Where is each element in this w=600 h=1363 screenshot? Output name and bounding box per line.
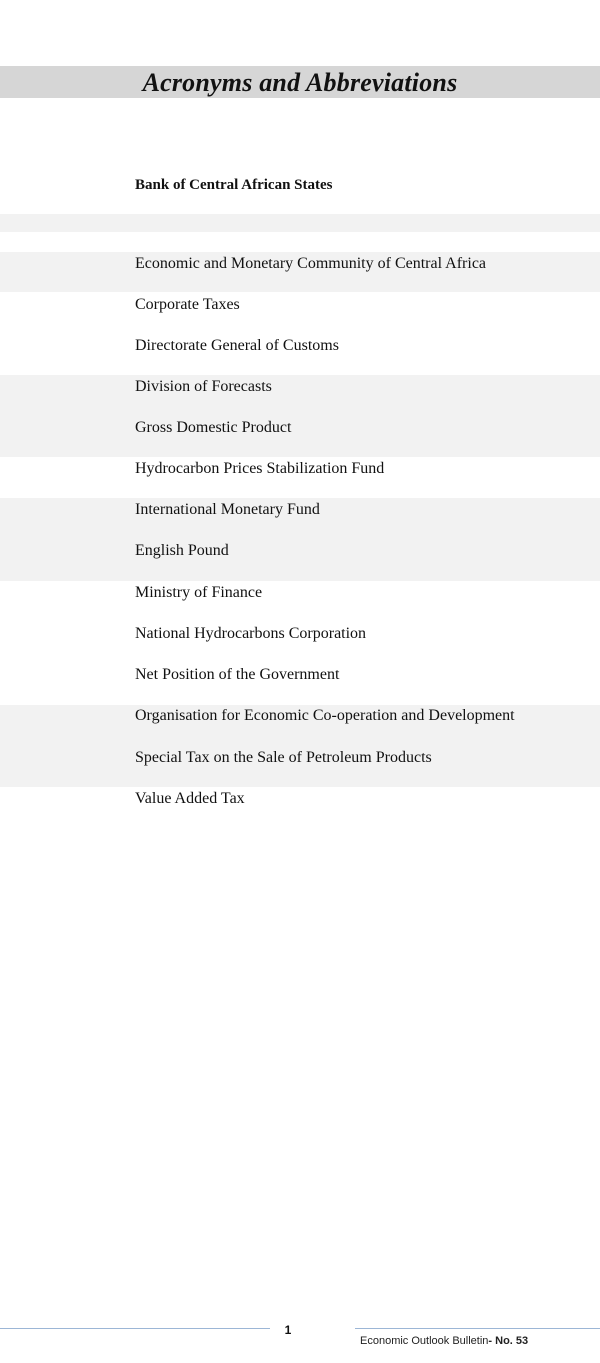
shaded-band	[0, 214, 600, 232]
list-item: Bank of Central African States	[135, 177, 333, 193]
list-item: Economic and Monetary Community of Central Africa	[135, 255, 487, 272]
page-number: 1	[284, 1323, 292, 1337]
list-item: Hydrocarbon Prices Stabilization Fund	[135, 460, 385, 477]
list-item: International Monetary Fund	[135, 501, 320, 518]
list-item: Special Tax on the Sale of Petroleum Products	[135, 749, 432, 766]
footer-rule	[0, 1328, 270, 1329]
list-item: Value Added Tax	[135, 790, 245, 807]
list-item: Division of Forecasts	[135, 378, 272, 395]
footer-bulletin-title: Economic Outlook Bulletin- No. 53	[360, 1335, 529, 1347]
page-title: Acronyms and Abbreviations	[142, 68, 458, 97]
list-item: English Pound	[135, 542, 229, 559]
list-item: Corporate Taxes	[135, 296, 240, 313]
list-item: Organisation for Economic Co-operation and Development	[135, 707, 515, 724]
list-item: Ministry of Finance	[135, 584, 263, 601]
list-item: Directorate General of Customs	[135, 337, 339, 354]
list-item: National Hydrocarbons Corporation	[135, 625, 367, 642]
list-item: Gross Domestic Product	[135, 419, 292, 436]
list-item: Net Position of the Government	[135, 666, 340, 683]
footer-rule	[355, 1328, 600, 1329]
